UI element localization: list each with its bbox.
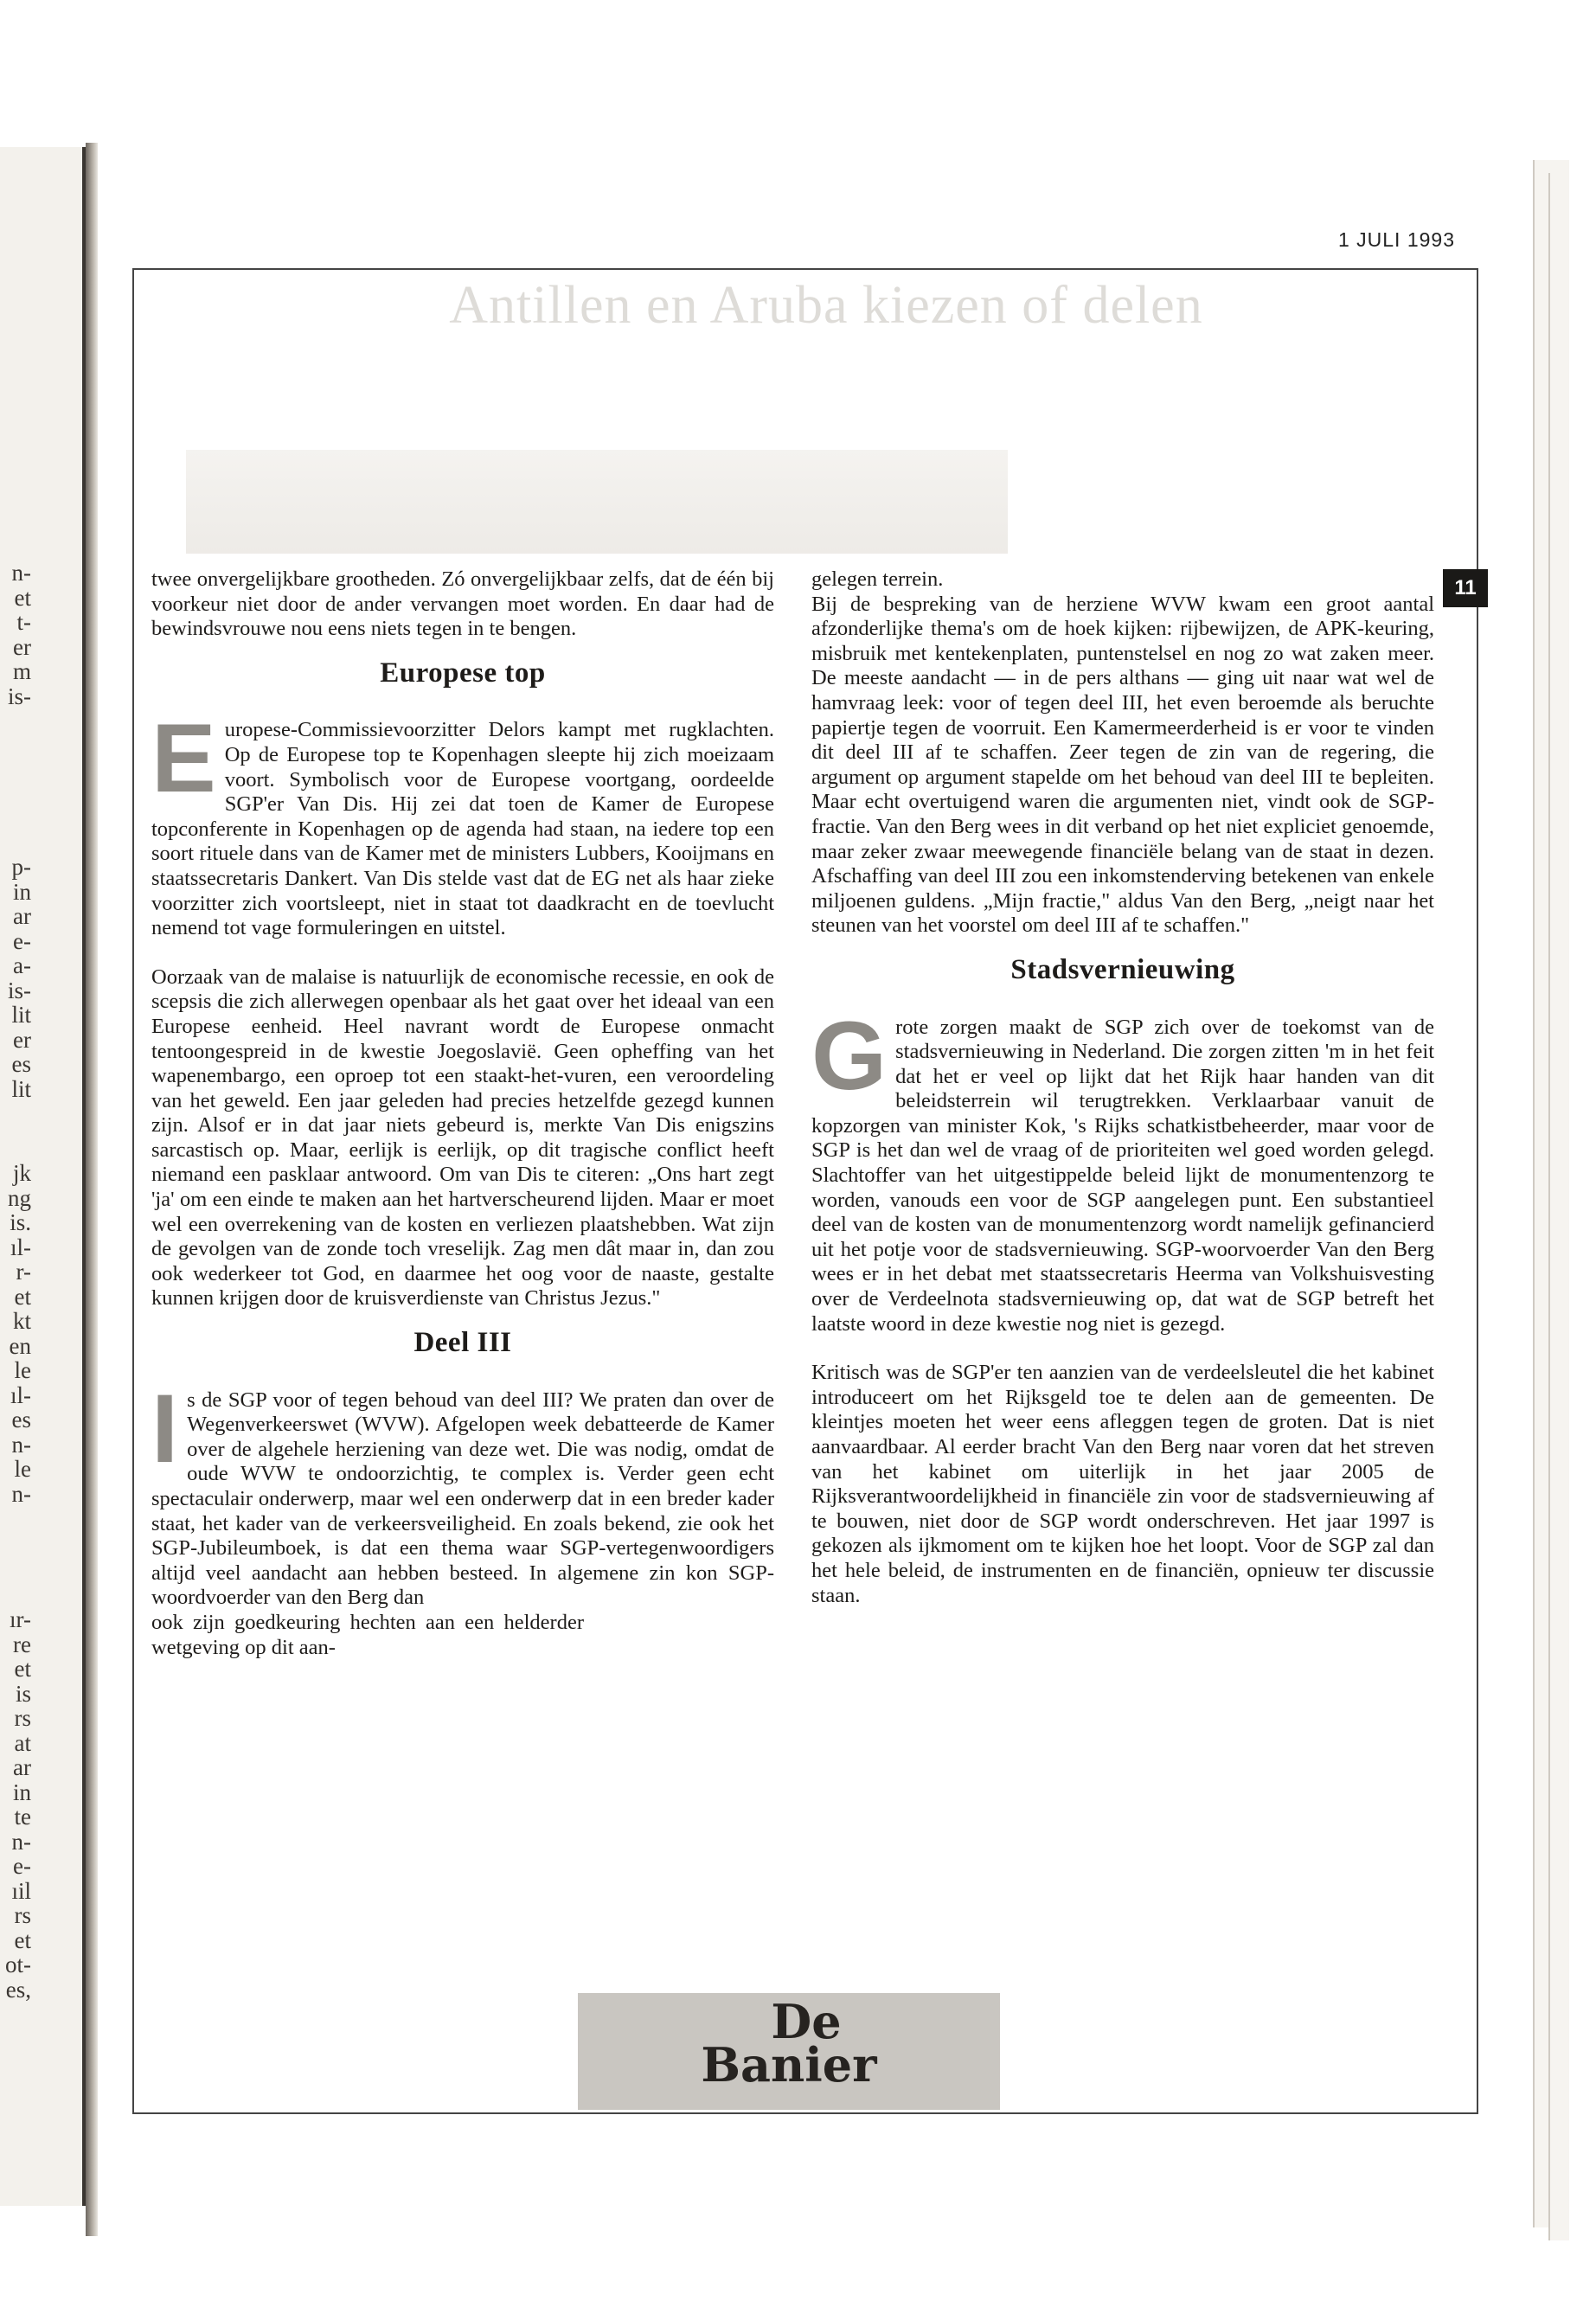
fragment-line: rs: [14, 1705, 31, 1731]
fragment-line: et: [14, 1926, 31, 1953]
fragment-line: re: [13, 1631, 31, 1657]
fragment-line: ıl-: [10, 1234, 31, 1260]
fragment-line: ar: [13, 1754, 31, 1780]
fragment-line: is.: [10, 1209, 31, 1235]
fragment-line: jk: [12, 1160, 31, 1186]
fragment-line: rs: [14, 1902, 31, 1928]
fragment-line: is: [15, 1680, 31, 1707]
fragment-line: at: [14, 1729, 31, 1756]
fragment-line: n-: [11, 1431, 31, 1458]
fragment-line: kt: [12, 1308, 31, 1334]
fragment-line: es: [11, 1051, 31, 1077]
fragment-line: le: [14, 1357, 31, 1383]
fragment-line: le: [14, 1456, 31, 1482]
paragraph-wvw: Bij de bespreking van de herziene WVW kwam een groot aantal afzonderlijke thema's om de hoek kijken: rijbewijzen, de APK-keuring, misbruik met kentekenplaten, puntenstelsel en nog zo wat zaken meer. De meeste aandacht — in de pers althans — ging uit naar wat wel de hamvraag leek: voor of tegen deel III, het even beroemde als beruchte papiertje tegen de voorruit. Een Kamermeerderheid is er voor te vinden dit deel III af te schaffen. Zeer tegen de zin van de regering, die argument op argument stapelde om het behoud van deel III te bepleiten. Maar echt overtuigend waren die argumenten niet, vindt ook de SGP-fractie. Van den Berg wees in dit verband op het niet expliciet genoemde, maar zeker zwaar meewegende financiële belang van de staat in dezen. Afschaffing van deel III zou een inkomstenderving betekenen van enkele miljoenen guldens. „Mijn fractie," aldus Van den Berg, „neigt naar het steunen van het voorstel om deel III af te schaffen.": [811, 592, 1434, 938]
fragment-line: is-: [8, 977, 31, 1003]
paragraph-europese-top-2: Oorzaak van de malaise is natuurlijk de economische recessie, en ook de scepsis die zich allerwegen openbaar als het gaat over het ideaal van een Europese eenheid. Heel navrant wordt de Europese onmacht tentoongespreid in de kwestie Joegoslavië. Geen opheffing van het wapenembargo, een oproep tot een staakt-het-vuren, een veroordeling van het geweld. Een jaar geleden had precies hetzelfde gezegd kunnen zijn. Alsof er in dat jaar niets gebeurd is, merkte Van Dis enigszins sarcastisch op. Maar, eerlijk is eerlijk, op dit tragische conflict heeft niemand een pasklaar antwoord. Om van Dis te citeren: „Ons hart zegt 'ja' om een einde te maken aan het hartverscheurend lijden. Maar er moet wel een overrekening van de kosten en verliezen plaatshebben. Wat zijn de gevolgen van de zonde toch vreselijk. Zag men dât maar in, dan zou ook wederkeer tot God, en daarmee het oog voor de naaste, gestalte kunnen krijgen door de kruisverdienste van Christus Jezus.": [151, 965, 774, 1311]
fragment-line: ır-: [10, 1606, 31, 1632]
fragment-line: lit: [11, 1002, 31, 1028]
fragment-line: es: [11, 1407, 31, 1433]
fragment-line: t-: [16, 609, 31, 635]
fragment-line: en: [9, 1332, 31, 1359]
paragraph-deel-iii-1: Is de SGP voor of tegen behoud van deel III? We praten dan over de Wegenverkeerswet (WVW). Afgelopen week debatteerde de Kamer over de algehele herziening van deze wet. Die was nodig, omdat de oude WVW te ondoorzichtig, te complex is. Verder geen echt spectaculair onderwerp, maar wel een onderwerp dat in een breder kader staat, het kader van de verkeersveiligheid. En zoals bekend, zie ook het SGP-Jubileumboek, is dat een thema waar SGP-vertegenwoordigers altijd veel aandacht aan hebben besteed. In algemene zin kon SGP-woordvoerder van den Berg dan: [151, 1374, 774, 1610]
fragment-line: m: [12, 658, 31, 684]
drop-cap: I: [151, 1374, 179, 1483]
article-column-left: [151, 567, 774, 1660]
previous-page-fragment-block-3: [0, 1161, 31, 1506]
fragment-line: in: [12, 878, 31, 905]
paragraph-europese-top-1: Europese-Commissievoorzitter Delors kampt met rugklachten. Op de Europese top te Kopenhagen sleepte hij zich moeizaam voort. Symbolisch voor de Europese voortgang, oordeelde SGP'er Van Dis. Hij zei dat toen de Kamer de Europese topconferente in Kopenhagen op de agenda had staan, na iedere top een soort rituele dans van de Kamer met de ministers Lubbers, Kooijmans en staatssecretaris Dankert. Van Dis stelde vast dat de EG net als haar zieke voorzitter zich voortsleept, niet in staat tot daadkracht en de toevlucht nemend tot vage formuleringen en uitstel.: [151, 704, 774, 940]
section-heading-deel-iii: Deel III: [413, 1327, 512, 1359]
fragment-line: er: [13, 1026, 31, 1053]
book-spine: [86, 143, 98, 2236]
drop-cap: G: [811, 1001, 888, 1110]
fragment-line: e-: [13, 927, 31, 954]
fragment-line: lit: [11, 1075, 31, 1102]
previous-page-fragment-block-1: [0, 561, 31, 708]
previous-page-fragment-block-4: [0, 1607, 31, 2002]
fragment-line: n-: [11, 1828, 31, 1855]
fragment-line: te: [14, 1804, 31, 1830]
fragment-line: ot-: [5, 1952, 31, 1977]
section-heading-europese-top: Europese top: [380, 657, 546, 689]
article-column-right: [811, 567, 1434, 1608]
fragment-line: et: [14, 584, 31, 611]
fragment-line: e-: [13, 1853, 31, 1879]
page-number-badge: 11: [1443, 569, 1488, 607]
fragment-line: es,: [5, 1976, 31, 2003]
previous-page-fragment-block-2: [0, 855, 31, 1101]
intro-paragraph: twee onvergelijkbare grootheden. Zó onvergelijkbaar zelfs, dat de één bij voorkeur niet door de ander vervangen moet worden. En daar had de bewindsvrouwe nou eens niets tegen in te bengen.: [151, 567, 774, 641]
fragment-line: ıil: [11, 1877, 31, 1904]
fragment-line: a-: [13, 952, 31, 978]
fragment-line: n-: [11, 1480, 31, 1507]
de-banier-logo: De Banier: [701, 1994, 877, 2093]
fragment-line: p-: [11, 854, 31, 880]
fragment-line: ng: [8, 1184, 31, 1211]
fragment-line: er: [13, 633, 31, 660]
page-stack-edge: [1548, 173, 1569, 2240]
issue-date: 1 JULI 1993: [1337, 228, 1455, 251]
paragraph-deel-iii-tail: ook zijn goedkeuring hechten aan een helderder wetgeving op dit aan-: [151, 1610, 584, 1659]
paragraph-continuation: gelegen terrein.: [811, 567, 944, 591]
fragment-line: et: [14, 1283, 31, 1310]
paragraph-stadsvernieuwing-2: Kritisch was de SGP'er ten aanzien van de verdeelsleutel die het kabinet introduceert om het Rijksgeld toe te delen aan de gemeenten. De kleintjes moeten het weer eens afleggen tegen de groten. Dat is niet aanvaardbaar. Al eerder bracht Van den Berg naar voren dat het streven van het kabinet om uiterlijk in het jaar 2005 de Rijksverantwoordelijkheid in financiële zin voor de stadsvernieuwing af te bouwen, niet door de SGP wordt onderschreven. Het jaar 1997 is gekozen als ijkmoment om te kijken hoe het loopt. Voor de SGP zal dan het hele beleid, de instrumenten en de financiën, opnieuw ter discussie staan.: [811, 1361, 1434, 1607]
fragment-line: ar: [13, 903, 31, 929]
fragment-line: ıl-: [10, 1381, 31, 1408]
drop-cap: E: [151, 704, 216, 813]
bleed-through-title: Antillen en Aruba kiezen of delen: [449, 276, 1203, 335]
bleed-through-image: [186, 450, 1008, 554]
fragment-line: is-: [8, 683, 31, 709]
fragment-line: et: [14, 1656, 31, 1682]
fragment-line: in: [12, 1779, 31, 1805]
fragment-line: r-: [16, 1259, 31, 1285]
section-heading-stadsvernieuwing: Stadsvernieuwing: [1010, 953, 1235, 985]
paragraph-stadsvernieuwing-1: Grote zorgen maakt de SGP zich over de toekomst van de stadsvernieuwing in Nederland. Die zorgen zitten 'm in het feit dat het er veel op lijkt dat het Rijk haar handen van dit beleidsterrein wil terugtrekken. Verklaarbaar vanuit de kopzorgen van minister Kok, 's Rijks schatkistbeheerder, maar voor de SGP is het dan wel de vraag of de prioriteiten wel goed worden gelegd. Slachtoffer van het uitgestippelde beleid lijkt de monumentenzorg te worden, vanouds een voor de SGP aangelegen punt. Een substantieel deel van de kosten van de monumentenzorg wordt namelijk gefinancierd uit het potje voor de stadsvernieuwing. SGP-woorvoerder Van den Berg wees er in het debat met staatssecretaris Heerma van Volkshuisvesting over de Verdeelnota stadsvernieuwing op, dat wat de SGP betreft het laatste woord in deze kwestie nog niet is gezegd.: [811, 1001, 1434, 1336]
fragment-line: n-: [11, 560, 31, 586]
